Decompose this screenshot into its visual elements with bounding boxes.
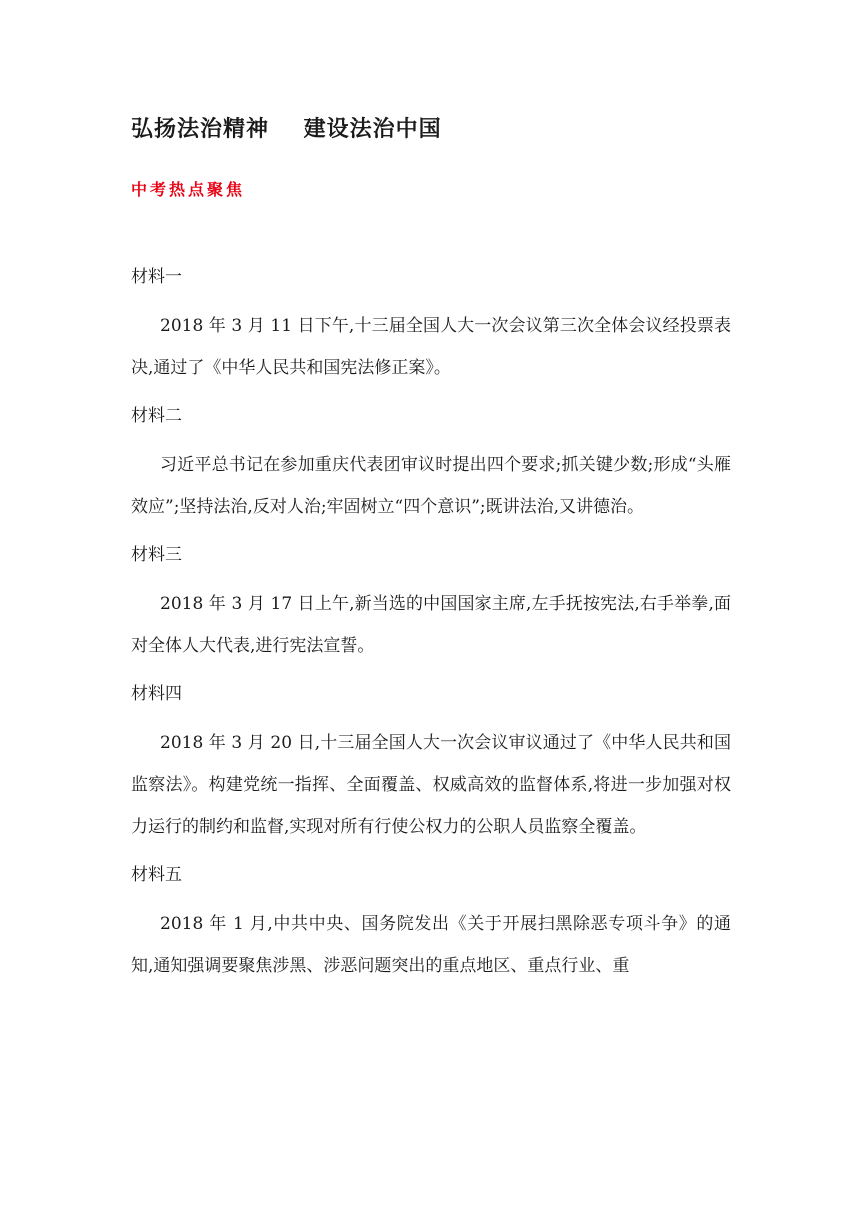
material-paragraph: 2018 年 3 月 11 日下午,十三届全国人大一次会议第三次全体会议经投票表决,通过了《中华人民共和国宪法修正案》。 — [131, 316, 731, 378]
material-label: 材料二 — [131, 406, 182, 426]
material-paragraph: 2018 年 3 月 20 日,十三届全国人大一次会议审议通过了《中华人民共和国监察法》。构建党统一指挥、全面覆盖、权威高效的监督体系,将进一步加强对权力运行的制约和监督,实现对所有行使公权力的公职人员监察全覆盖。 — [131, 733, 731, 837]
material-label: 材料一 — [131, 267, 182, 287]
material-paragraph: 2018 年 1 月,中共中央、国务院发出《关于开展扫黑除恶专项斗争》的通知,通知强调要聚焦涉黑、涉恶问题突出的重点地区、重点行业、重 — [131, 914, 731, 976]
section-subtitle: 中考热点聚焦 — [131, 180, 246, 199]
material-paragraph: 2018 年 3 月 17 日上午,新当选的中国国家主席,左手抚按宪法,右手举拳,面对全体人大代表,进行宪法宣誓。 — [131, 594, 731, 656]
document-body — [131, 262, 731, 999]
material-paragraph: 习近平总书记在参加重庆代表团审议时提出四个要求;抓关键少数;形成“头雁效应”;坚持法治,反对人治;牢固树立“四个意识”;既讲法治,又讲德治。 — [131, 455, 731, 517]
material-label: 材料四 — [131, 684, 182, 704]
material-label: 材料五 — [131, 865, 182, 885]
material-label: 材料三 — [131, 545, 182, 565]
page-title: 弘扬法治精神 建设法治中国 — [131, 117, 442, 142]
